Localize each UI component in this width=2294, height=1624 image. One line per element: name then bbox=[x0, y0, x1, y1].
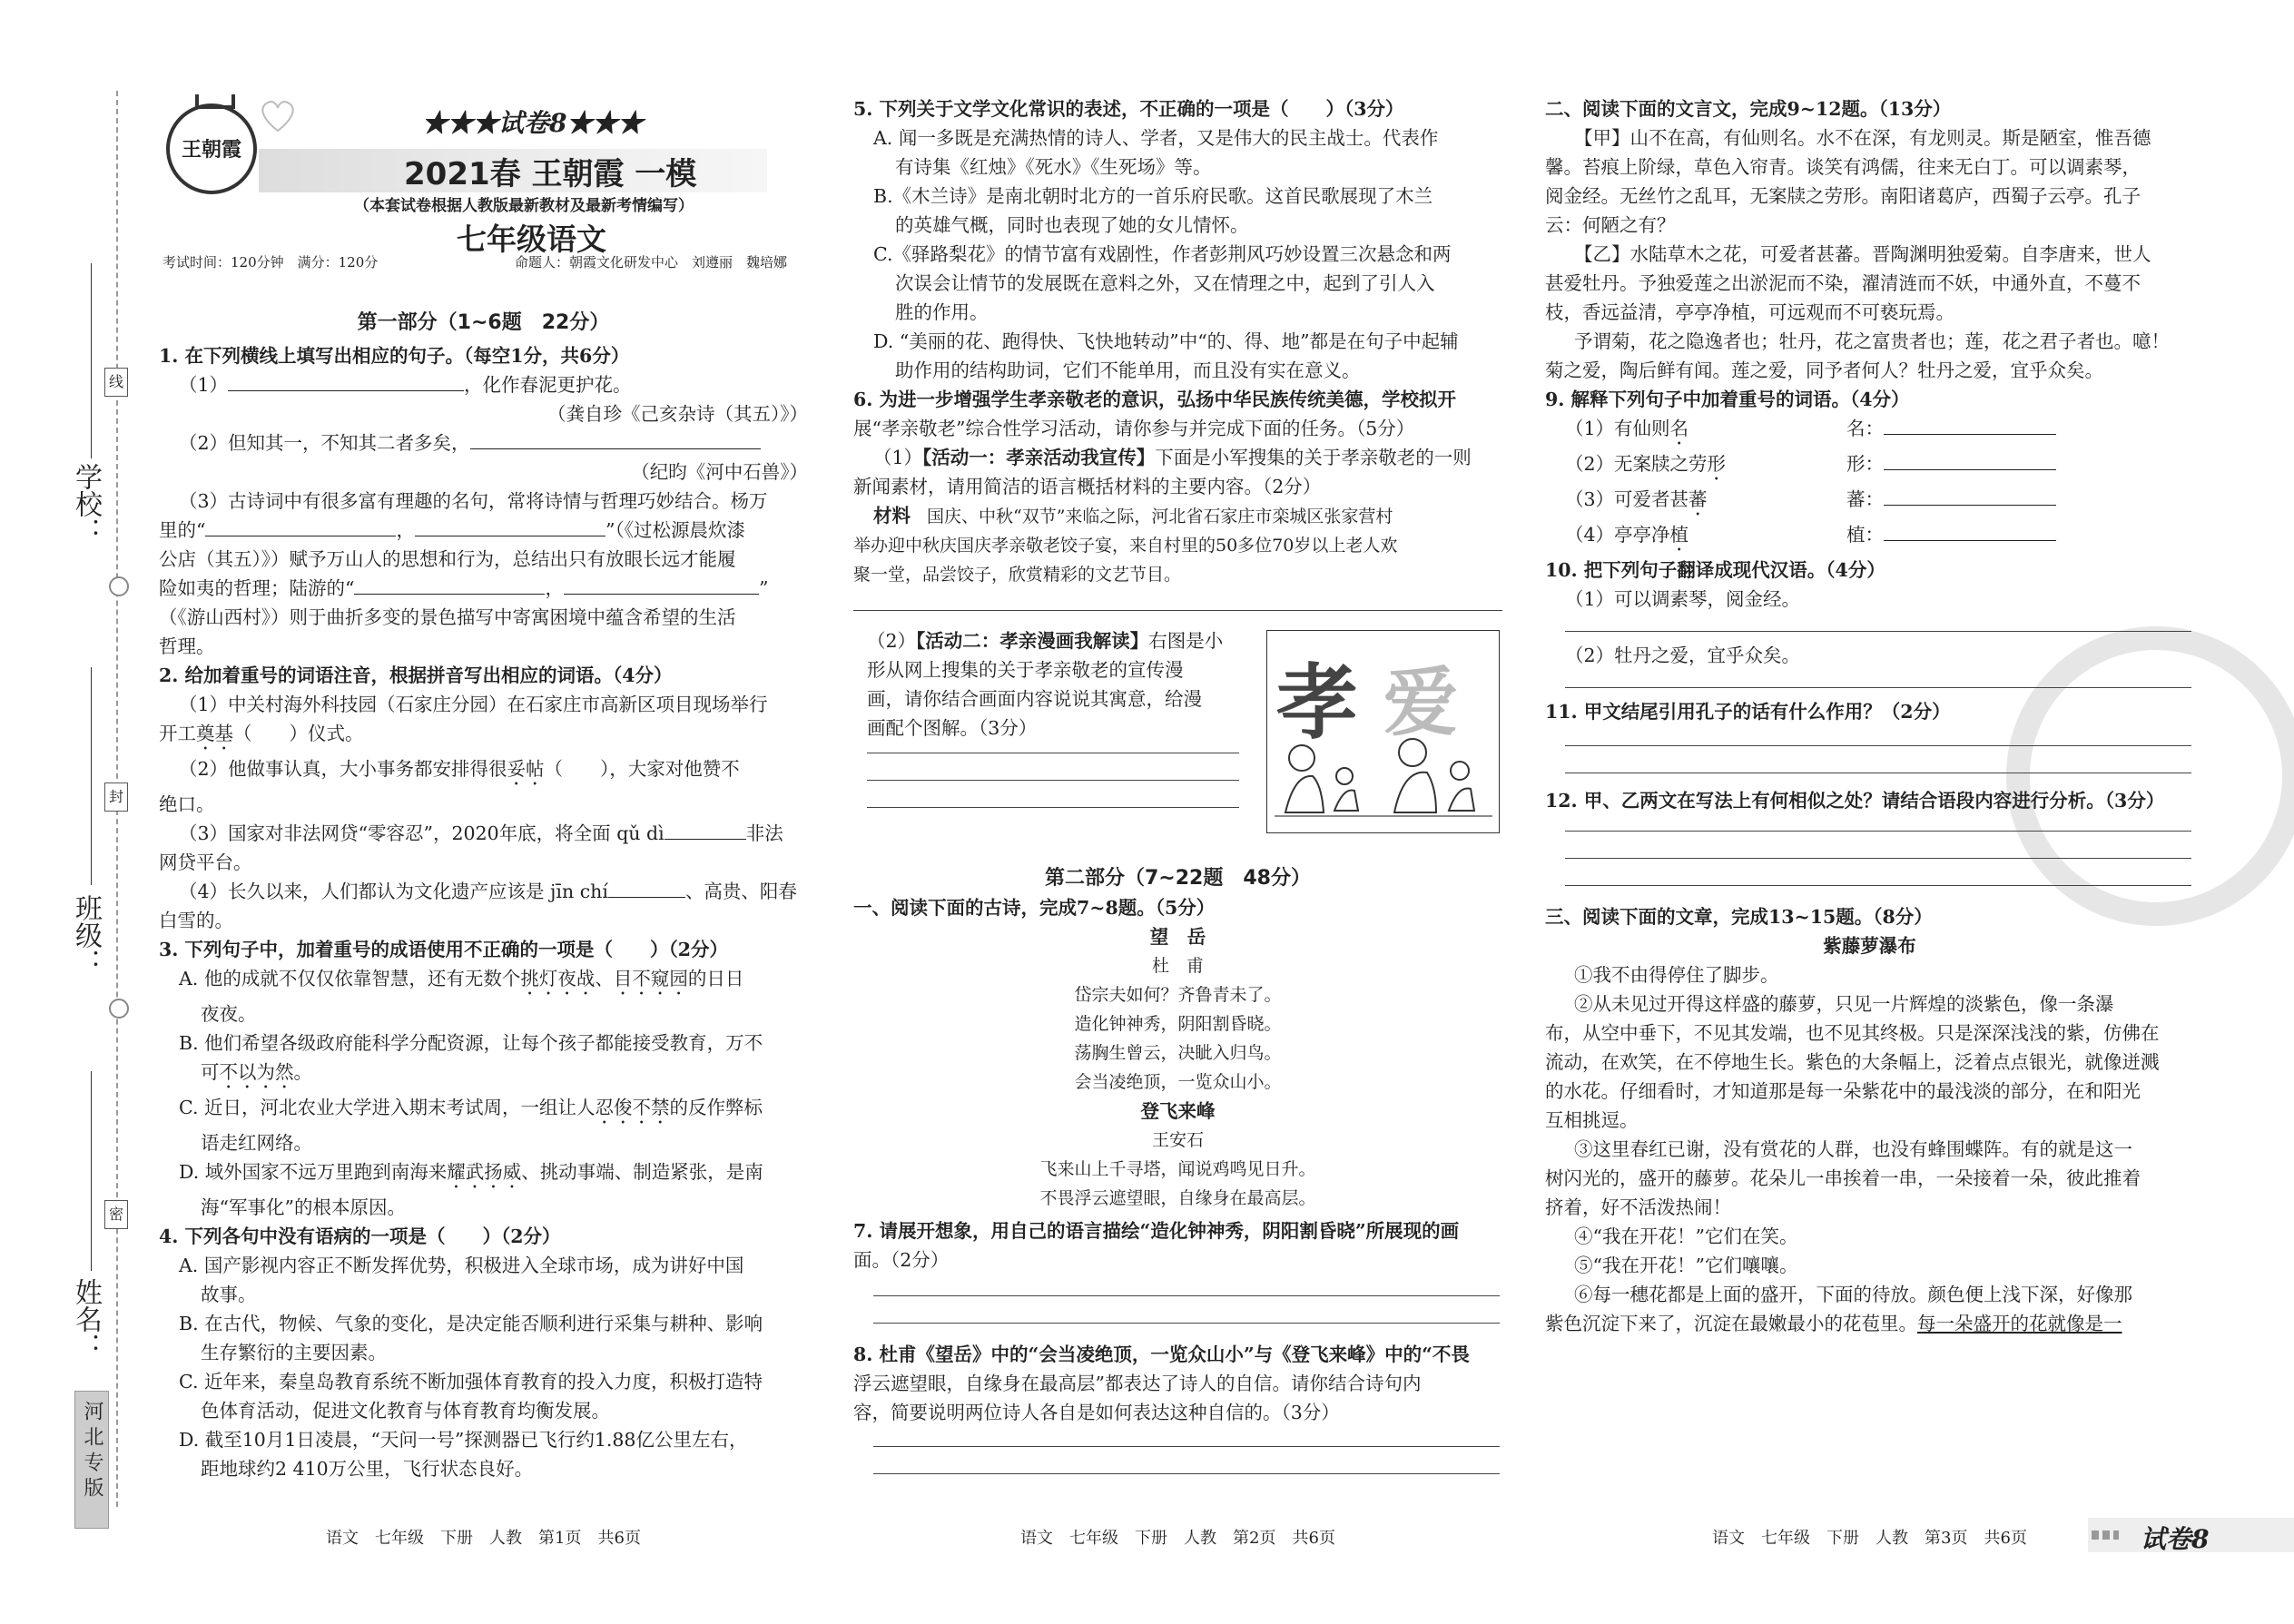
logo-crown-icon bbox=[195, 94, 235, 109]
q4-option-c-cont: 色体育活动，促进文化教育与体育教育均衡发展。 bbox=[201, 1400, 610, 1422]
q1-1-source: （龚自珍《己亥杂诗（其五）》） bbox=[547, 403, 808, 425]
essay-title: 紫藤萝瀑布 bbox=[1823, 935, 1916, 957]
q9-item-1: （1）有仙则名 名： bbox=[1545, 414, 2194, 449]
q1-2: （2）但知其一，不知其二者多矣， bbox=[159, 428, 808, 458]
class-line[interactable] bbox=[91, 667, 92, 885]
passage-yi-3: 枝，香远益清，亭亭净植，可远观而不可亵玩焉。 bbox=[1545, 301, 1954, 323]
answer-line[interactable] bbox=[1565, 744, 2191, 746]
material-label: 材料 bbox=[873, 505, 911, 527]
essay-p1: ①我不由得停住了脚步。 bbox=[1574, 964, 1779, 986]
q4-option-a-cont: 故事。 bbox=[201, 1284, 257, 1305]
q2-1-line1: （1）中关村海外科技园（石家庄分园）在石家庄市高新区项目现场举行 bbox=[179, 694, 768, 715]
q6-1: （1）【活动一：孝亲活动我宣传】下面是小军搜集的关于孝亲敬老的一则 bbox=[873, 447, 1472, 468]
punch-hole-icon bbox=[109, 576, 129, 596]
section2-title: 二、阅读下面的文言文，完成9~12题。（13分） bbox=[1545, 98, 1952, 120]
material-line3: 聚一堂，品尝饺子，欣赏精彩的文艺节目。 bbox=[853, 565, 1182, 585]
q4-option-d[interactable]: D. 截至10月1日凌晨，“天问一号”探测器已飞行约1.88亿公里左右， bbox=[179, 1429, 748, 1451]
essay-p2-3: 流动，在欢笑，在不停地生长。紫色的大条幅上，泛着点点银光，就像迸溅 bbox=[1545, 1051, 2160, 1073]
page-footer-1: 语文 七年级 下册 人教 第1页 共6页 bbox=[326, 1529, 641, 1548]
cartoon-char-love: 爱 bbox=[1383, 659, 1459, 746]
brand-logo-icon bbox=[166, 103, 257, 194]
poem2-lines bbox=[853, 1155, 1502, 1213]
q5-option-d[interactable]: D. “美丽的花、跑得快、飞快地转动”中“的、得、地”都是在句子中起辅 bbox=[873, 330, 1459, 352]
seal-mark-box: 封 bbox=[104, 782, 128, 812]
q2-3-line2: 网贷平台。 bbox=[159, 851, 252, 873]
heart-decoration-icon bbox=[257, 98, 299, 134]
answer-blank[interactable] bbox=[608, 879, 685, 898]
q2-2-line2: 绝口。 bbox=[159, 793, 215, 815]
column-3 bbox=[1545, 94, 2194, 1338]
q3-option-c-cont: 语走红网络。 bbox=[201, 1132, 312, 1154]
name-line[interactable] bbox=[91, 1071, 92, 1271]
q5-option-a-cont: 有诗集《红烛》《死水》《生死场》等。 bbox=[895, 156, 1212, 178]
q1-3-line2: 里的“ ， ”（《过松源晨炊漆 bbox=[159, 519, 745, 541]
q1-2-source: （纪昀《河中石兽》） bbox=[631, 461, 808, 483]
q4-option-a[interactable]: A. 国产影视内容正不断发挥优势，积极进入全球市场，成为讲好中国 bbox=[179, 1255, 744, 1276]
answer-blank[interactable] bbox=[228, 372, 464, 391]
q6-2-cont2: 画，请你结合画面内容说说其寓意，给漫 bbox=[867, 688, 1202, 710]
answer-blank[interactable] bbox=[415, 517, 605, 536]
q2-4-line1: （4）长久以来，人们都认为文化遗产应该是 jīn chí 、高贵、阳春 bbox=[179, 881, 797, 902]
poem-line: 造化钟神秀，阴阳割昏晓。 bbox=[1074, 1014, 1282, 1034]
answer-blank[interactable] bbox=[1884, 416, 2056, 435]
region-badge bbox=[74, 1391, 109, 1529]
passage-yi-2: 甚爱牡丹。予独爱莲之出淤泥而不染，濯清涟而不妖，中通外直，不蔓不 bbox=[1545, 272, 2141, 294]
q3-option-a[interactable]: A. 他的成就不仅仅依靠智慧，还有无数个挑灯夜战、目不窥园的日日 bbox=[179, 968, 744, 989]
column-1 bbox=[159, 309, 808, 1483]
answer-line[interactable] bbox=[873, 1472, 1500, 1474]
q6-stem: 6. 为进一步增强学生孝亲敬老的意识，弘扬中华民族传统美德，学校拟开 bbox=[853, 389, 1457, 410]
q2-3-line1: （3）国家对非法网贷“零容忍”，2020年底，将全面 qǔ dì 非法 bbox=[179, 822, 783, 844]
poem-line: 岱宗夫如何？齐鲁青未了。 bbox=[1074, 985, 1282, 1005]
essay-p2-4: 的水花。仔细看时，才知道那是每一朵紫花中的最浅淡的部分，在和阳光 bbox=[1545, 1080, 2141, 1102]
poem1-lines bbox=[853, 980, 1502, 1097]
q5-option-a[interactable]: A. 闻一多既是充满热情的诗人、学者，又是伟大的民主战士。代表作 bbox=[873, 127, 1439, 149]
q10-1: （1）可以调素琴，阅金经。 bbox=[1565, 588, 1801, 610]
q7-stem-cont: 面。（2分） bbox=[853, 1249, 950, 1271]
q5-option-b-cont: 的英雄气概，同时也表现了她的女儿情怀。 bbox=[895, 214, 1249, 236]
q9-item-3: （3）可爱者甚蕃 蕃： bbox=[1545, 485, 2194, 520]
answer-blank[interactable] bbox=[665, 821, 746, 840]
essay-p6-1: ⑥每一穗花都是上面的盛开，下面的待放。颜色便上浅下深，好像那 bbox=[1574, 1284, 2132, 1305]
q5-option-c-cont2: 胜的作用。 bbox=[895, 301, 989, 323]
answer-blank[interactable] bbox=[205, 517, 396, 536]
q10-2: （2）牡丹之爱，宜乎众矣。 bbox=[1565, 645, 1801, 666]
essay-p3-1: ③这里春红已谢，没有赏花的人群，也没有蜂围蝶阵。有的就是这一 bbox=[1574, 1138, 2132, 1160]
region-label: 河北专版 bbox=[81, 1401, 103, 1502]
essay-p3-2: 树闪光的，盛开的藤萝。花朵儿一串挨着一串，一朵接着一朵，彼此推着 bbox=[1545, 1167, 2141, 1189]
q9-stem: 9. 解释下列句子中加着重号的词语。（4分） bbox=[1545, 389, 1910, 410]
q6-2: （2）【活动二：孝亲漫画我解读】右图是小 bbox=[867, 630, 1224, 652]
q4-stem: 4. 下列各句中没有语病的一项是（ ）（2分） bbox=[159, 1225, 561, 1247]
material-line1: 材料 国庆、中秋“双节”来临之际，河北省石家庄市栾城区张家营村 bbox=[873, 505, 1393, 527]
answer-line[interactable] bbox=[1565, 772, 2191, 773]
q9-items bbox=[1545, 414, 2194, 556]
answer-line[interactable] bbox=[867, 806, 1239, 808]
q5-stem: 5. 下列关于文学文化常识的表述，不正确的一项是（ ）（3分） bbox=[853, 98, 1404, 120]
passage-jia-1: 【甲】山不在高，有仙则名。水不在深，有龙则灵。斯是陋室，惟吾德 bbox=[1574, 127, 2151, 149]
essay-p2-5: 互相挑逗。 bbox=[1545, 1109, 1639, 1131]
essay-p5: ⑤“我在开花！”它们嚷嚷。 bbox=[1574, 1255, 1798, 1276]
school-line[interactable] bbox=[91, 263, 92, 458]
q3-option-b[interactable]: B. 他们希望各级政府能科学分配资源，让每个孩子都能接受教育，万不 bbox=[179, 1032, 763, 1054]
poem2-title: 登飞来峰 bbox=[1140, 1100, 1216, 1122]
passage-jia-3: 阅金经。无丝竹之乱耳，无案牍之劳形。南阳诸葛庐，西蜀子云亭。孔子 bbox=[1545, 185, 2141, 207]
answer-line[interactable] bbox=[853, 609, 1502, 611]
answer-line[interactable] bbox=[1565, 630, 2191, 632]
logo-text: 王朝霞 bbox=[181, 138, 241, 162]
answer-line[interactable] bbox=[867, 752, 1239, 753]
q4-option-b-cont: 生存繁衍的主要因素。 bbox=[201, 1342, 387, 1363]
poem-line: 荡胸生曾云，决眦入归鸟。 bbox=[1074, 1043, 1282, 1063]
q6-2-cont1: 形从网上搜集的关于孝亲敬老的宣传漫 bbox=[867, 659, 1184, 681]
punch-hole-icon bbox=[109, 999, 129, 1019]
passage-jia-4: 云：何陋之有？ bbox=[1545, 214, 1676, 236]
answer-line[interactable] bbox=[873, 1322, 1500, 1324]
binding-margin bbox=[0, 0, 154, 1624]
q3-option-d-cont: 海“军事化”的根本原因。 bbox=[201, 1196, 406, 1218]
grade-subject-title: 七年级语文 bbox=[457, 221, 606, 257]
poem2-author: 王安石 bbox=[1151, 1130, 1204, 1150]
q1-3-line5: （《游山西村》）则于曲折多变的景色描写中寄寓困境中蕴含希望的生活 bbox=[159, 606, 736, 628]
q4-option-b[interactable]: B. 在古代，物候、气象的变化，是决定能否顺利进行采集与耕种、影响 bbox=[179, 1313, 763, 1334]
answer-blank[interactable] bbox=[1884, 522, 2056, 541]
section1-title: 一、阅读下面的古诗，完成7~8题。（5分） bbox=[853, 897, 1216, 919]
q3-option-d[interactable]: D. 域外国家不远万里跑到南海来耀武扬威、挑动事端、制造紧张，是南 bbox=[179, 1161, 763, 1183]
secret-mark-box: 密 bbox=[104, 1200, 128, 1229]
essay-p6-2: 紫色沉淀下来了，沉淀在最嫩最小的花苞里。每一朵盛开的花就像是一 bbox=[1545, 1313, 2122, 1334]
page-footer-2: 语文 七年级 下册 人教 第2页 共6页 bbox=[1020, 1529, 1335, 1548]
poem-line: 飞来山上千寻塔，闻说鸡鸣见日升。 bbox=[1039, 1159, 1316, 1179]
q1-3-line4: 险如夷的哲理；陆游的“ ， ” bbox=[159, 577, 769, 599]
q4-option-d-cont: 距地球约2 410万公里，飞行状态良好。 bbox=[201, 1458, 534, 1480]
q8-stem: 8. 杜甫《望岳》中的“会当凌绝顶，一览众山小”与《登飞来峰》中的“不畏 bbox=[853, 1343, 1470, 1365]
q6-1-cont: 新闻素材，请用简洁的语言概括材料的主要内容。（2分） bbox=[853, 476, 1322, 497]
exam-title: 2021春 王朝霞 一模 bbox=[404, 156, 697, 192]
q8-stem-cont2: 容，简要说明两位诗人各自是如何表达这种自信的。（3分） bbox=[853, 1402, 1340, 1423]
q6-2-cont3: 画配个图解。（3分） bbox=[867, 717, 1038, 739]
essay-p2-1: ②从未见过开得这样盛的藤萝，只见一片辉煌的淡紫色，像一条瀑 bbox=[1574, 993, 2114, 1015]
answer-blank[interactable] bbox=[564, 576, 759, 595]
passage-yi-4: 予谓菊，花之隐逸者也；牡丹，花之富贵者也；莲，花之君子者也。噫！ bbox=[1574, 330, 2170, 352]
q1-stem: 1. 在下列横线上填写出相应的句子。（每空1分，共6分） bbox=[159, 345, 630, 367]
paper-tag-bar bbox=[2088, 1518, 2294, 1552]
essay-p4: ④“我在开花！”它们在笑。 bbox=[1574, 1225, 1798, 1247]
q9-item-2: （2）无案牍之劳形 形： bbox=[1545, 449, 2194, 485]
q10-stem: 10. 把下列句子翻译成现代汉语。（4分） bbox=[1545, 559, 1885, 581]
exam-note: （本套试卷根据人教版最新教材及最新考情编写） bbox=[354, 197, 694, 215]
exam-meta-right: 命题人：朝霞文化研发中心 刘遵丽 魏培娜 bbox=[515, 254, 788, 271]
q2-1-line2: 开工奠基（ ）仪式。 bbox=[159, 723, 364, 744]
answer-blank[interactable] bbox=[1884, 451, 2056, 470]
q3-option-b-cont: 可不以为然。 bbox=[201, 1061, 312, 1083]
page-footer-3: 语文 七年级 下册 人教 第3页 共6页 bbox=[1712, 1529, 2027, 1548]
class-label: 班级： bbox=[70, 894, 102, 976]
q3-option-c[interactable]: C. 近日，河北农业大学进入期末考试周，一组让人忍俊不禁的反作弊标 bbox=[179, 1097, 763, 1118]
answer-line[interactable] bbox=[873, 1294, 1500, 1296]
answer-line[interactable] bbox=[867, 779, 1239, 781]
tag-deco-squares bbox=[2092, 1530, 2119, 1540]
poem-line: 不畏浮云遮望眼，自缘身在最高层。 bbox=[1039, 1188, 1316, 1208]
answer-line[interactable] bbox=[873, 1445, 1500, 1447]
q5-option-b[interactable]: B.《木兰诗》是南北朝时北方的一首乐府民歌。这首民歌展现了木兰 bbox=[873, 185, 1433, 207]
poem1-author: 杜 甫 bbox=[1151, 956, 1204, 976]
header bbox=[159, 91, 831, 271]
q9-item-4: （4）亭亭净植 植： bbox=[1545, 520, 2194, 556]
q1-3-line3: 公店（其五）》）赋予万山人的思想和行为，总结出只有放眼长远才能履 bbox=[159, 548, 736, 570]
column-2-lower bbox=[853, 864, 1502, 1474]
q4-option-c[interactable]: C. 近年来，秦皇岛教育系统不断加强体育教育的投入力度，积极打造特 bbox=[179, 1371, 763, 1393]
q8-stem-cont1: 浮云遮望眼，自缘身在最高层”都表达了诗人的自信。请你结合诗句内 bbox=[853, 1373, 1422, 1394]
answer-blank[interactable] bbox=[354, 576, 545, 595]
part1-title: 第一部分（1~6题 22分） bbox=[357, 311, 610, 334]
q12-stem: 12. 甲、乙两文在写法上有何相似之处？请结合语段内容进行分析。（3分） bbox=[1545, 790, 2165, 812]
poem-line: 会当凌绝顶，一览众山小。 bbox=[1074, 1072, 1282, 1092]
paper-number: ★★★试卷8★★★ bbox=[422, 108, 644, 138]
passage-yi-1: 【乙】水陆草木之花，可爱者甚蕃。晋陶渊明独爱菊。自李唐来，世人 bbox=[1574, 243, 2151, 265]
name-label: 姓名： bbox=[70, 1278, 102, 1360]
cartoon-char-filial: 孝 bbox=[1276, 655, 1358, 751]
answer-line[interactable] bbox=[1565, 884, 2191, 886]
q11-stem: 11. 甲文结尾引用孔子的话有什么作用？（2分） bbox=[1545, 701, 1951, 723]
material-line2: 举办迎中秋庆国庆孝亲敬老饺子宴，来自村里的50多位70岁以上老人欢 bbox=[853, 536, 1398, 556]
section3-title: 三、阅读下面的文章，完成13~15题。（8分） bbox=[1545, 906, 1933, 928]
answer-line[interactable] bbox=[1565, 830, 2191, 832]
answer-blank[interactable] bbox=[470, 430, 761, 449]
q5-option-d-cont: 助作用的结构助词，它们不能单用，而且没有实在意义。 bbox=[895, 359, 1361, 381]
part2-title: 第二部分（7~22题 48分） bbox=[1045, 867, 1311, 890]
q6-stem-cont: 展“孝亲敬老”综合性学习活动，请你参与并完成下面的任务。（5分） bbox=[853, 418, 1415, 439]
q5-option-c-cont: 次误会让情节的发展既在意料之外，又在情理之中，起到了引人入 bbox=[895, 272, 1435, 294]
q6-2-block bbox=[867, 626, 1248, 808]
cartoon-figures-icon bbox=[1267, 722, 1499, 831]
answer-blank[interactable] bbox=[1884, 487, 2056, 506]
q2-stem: 2. 给加着重号的词语注音，根据拼音写出相应的词语。（4分） bbox=[159, 664, 673, 686]
q2-4-line2: 白雪的。 bbox=[159, 910, 233, 931]
line-mark-box: 线 bbox=[104, 368, 128, 397]
q2-2-line1: （2）他做事认真，大小事务都安排得很妥帖（ ），大家对他赞不 bbox=[179, 758, 740, 780]
q7-stem: 7. 请展开想象，用自己的语言描绘“造化钟神秀，阴阳割昏晓”所展现的画 bbox=[853, 1220, 1460, 1242]
q1-1: （1） ，化作春泥更护花。 bbox=[179, 374, 632, 396]
paper-tag: 试卷8 bbox=[2141, 1524, 2210, 1554]
passage-yi-5: 菊之爱，陶后鲜有闻。莲之爱，同予者何人？牡丹之爱，宜乎众矣。 bbox=[1545, 359, 2103, 381]
q3-option-a-cont: 夜夜。 bbox=[201, 1003, 257, 1025]
q1-3-line1: （3）古诗词中有很多富有理趣的名句，常将诗情与哲理巧妙结合。杨万 bbox=[179, 490, 768, 512]
cartoon-image bbox=[1266, 630, 1500, 833]
essay-p2-2: 布，从空中垂下，不见其发端，也不见其终极。只是深深浅浅的紫，仿佛在 bbox=[1545, 1022, 2160, 1044]
passage-jia-2: 馨。苔痕上阶绿，草色入帘青。谈笑有鸿儒，往来无白丁。可以调素琴， bbox=[1545, 156, 2141, 178]
q1-3-line6: 哲理。 bbox=[159, 635, 215, 657]
q3-stem: 3. 下列句子中，加着重号的成语使用不正确的一项是（ ）（2分） bbox=[159, 939, 729, 960]
answer-line[interactable] bbox=[1565, 686, 2191, 688]
exam-meta-left: 考试时间：120分钟 满分：120分 bbox=[162, 254, 379, 271]
q5-option-c[interactable]: C.《驿路梨花》的情节富有戏剧性，作者彭荆风巧妙设置三次悬念和两 bbox=[873, 243, 1452, 265]
school-label: 学校： bbox=[70, 463, 102, 545]
answer-line[interactable] bbox=[1565, 857, 2191, 859]
column-2 bbox=[853, 94, 1502, 622]
essay-p3-3: 挤着，好不活泼热闹！ bbox=[1545, 1196, 1731, 1218]
poem1-title: 望 岳 bbox=[1149, 926, 1206, 948]
